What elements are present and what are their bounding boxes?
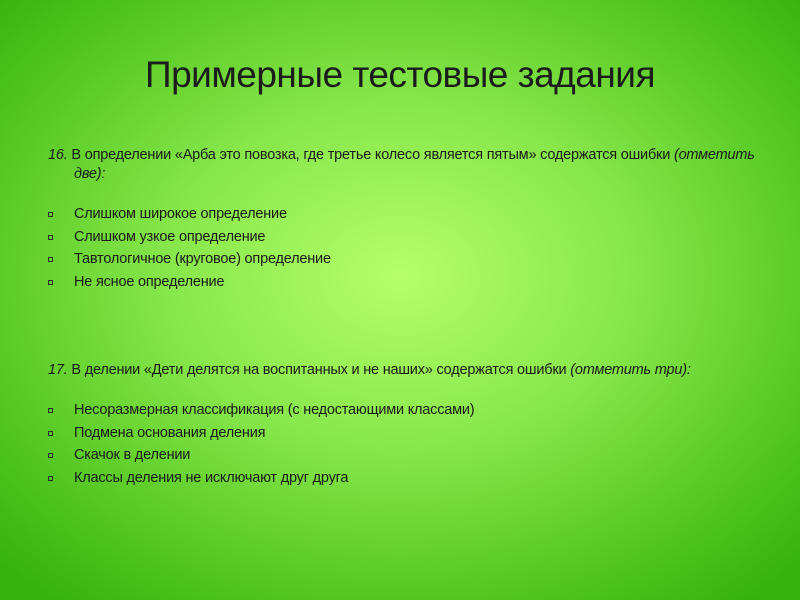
answer-option-label: Подмена основания деления [74, 424, 266, 441]
answer-option-label: Не ясное определение [74, 273, 225, 290]
answer-option-label: Несоразмерная классификация (с недостающими классами) [74, 402, 475, 418]
checkbox-icon[interactable] [48, 476, 53, 481]
question-16-body: В определении «Арба это повозка, где третье колесо является пятым» содержатся ошибки [71, 147, 671, 163]
question-16-text [48, 146, 763, 184]
answer-option-label: Слишком широкое определение [74, 206, 287, 222]
question-17-text [48, 361, 763, 380]
question-16-hint: (отметить [673, 147, 755, 163]
question-16 [48, 146, 763, 184]
question-16-number: 16. [48, 147, 68, 163]
answer-option[interactable] [48, 446, 474, 469]
slide-title: Примерные тестовые задания [145, 54, 655, 95]
question-17-options [48, 401, 474, 491]
answer-option[interactable] [48, 469, 474, 492]
checkbox-icon[interactable] [48, 431, 53, 436]
answer-option[interactable] [48, 205, 331, 228]
answer-option[interactable] [48, 273, 331, 296]
question-17-body: В делении «Дети делятся на воспитанных и не наших» содержатся ошибки [71, 362, 567, 378]
checkbox-icon[interactable] [48, 408, 53, 413]
answer-option[interactable] [48, 250, 331, 273]
checkbox-icon[interactable] [48, 257, 53, 262]
answer-option[interactable] [48, 424, 474, 447]
checkbox-icon[interactable] [48, 453, 53, 458]
checkbox-icon[interactable] [48, 212, 53, 217]
question-16-options [48, 205, 331, 295]
answer-option[interactable] [48, 228, 331, 251]
answer-option-label: Слишком узкое определение [74, 228, 266, 245]
answer-option[interactable] [48, 401, 474, 424]
answer-option-label: Скачок в делении [74, 447, 191, 463]
question-17-number: 17. [48, 362, 68, 378]
answer-option-label: Классы деления не исключают друг друга [74, 469, 349, 486]
question-17-hint: (отметить три): [570, 362, 691, 378]
checkbox-icon[interactable] [48, 280, 53, 285]
checkbox-icon[interactable] [48, 235, 53, 240]
answer-option-label: Тавтологичное (круговое) определение [74, 251, 331, 267]
question-17 [48, 361, 763, 380]
question-16-hint-continuation: две): [74, 166, 106, 182]
